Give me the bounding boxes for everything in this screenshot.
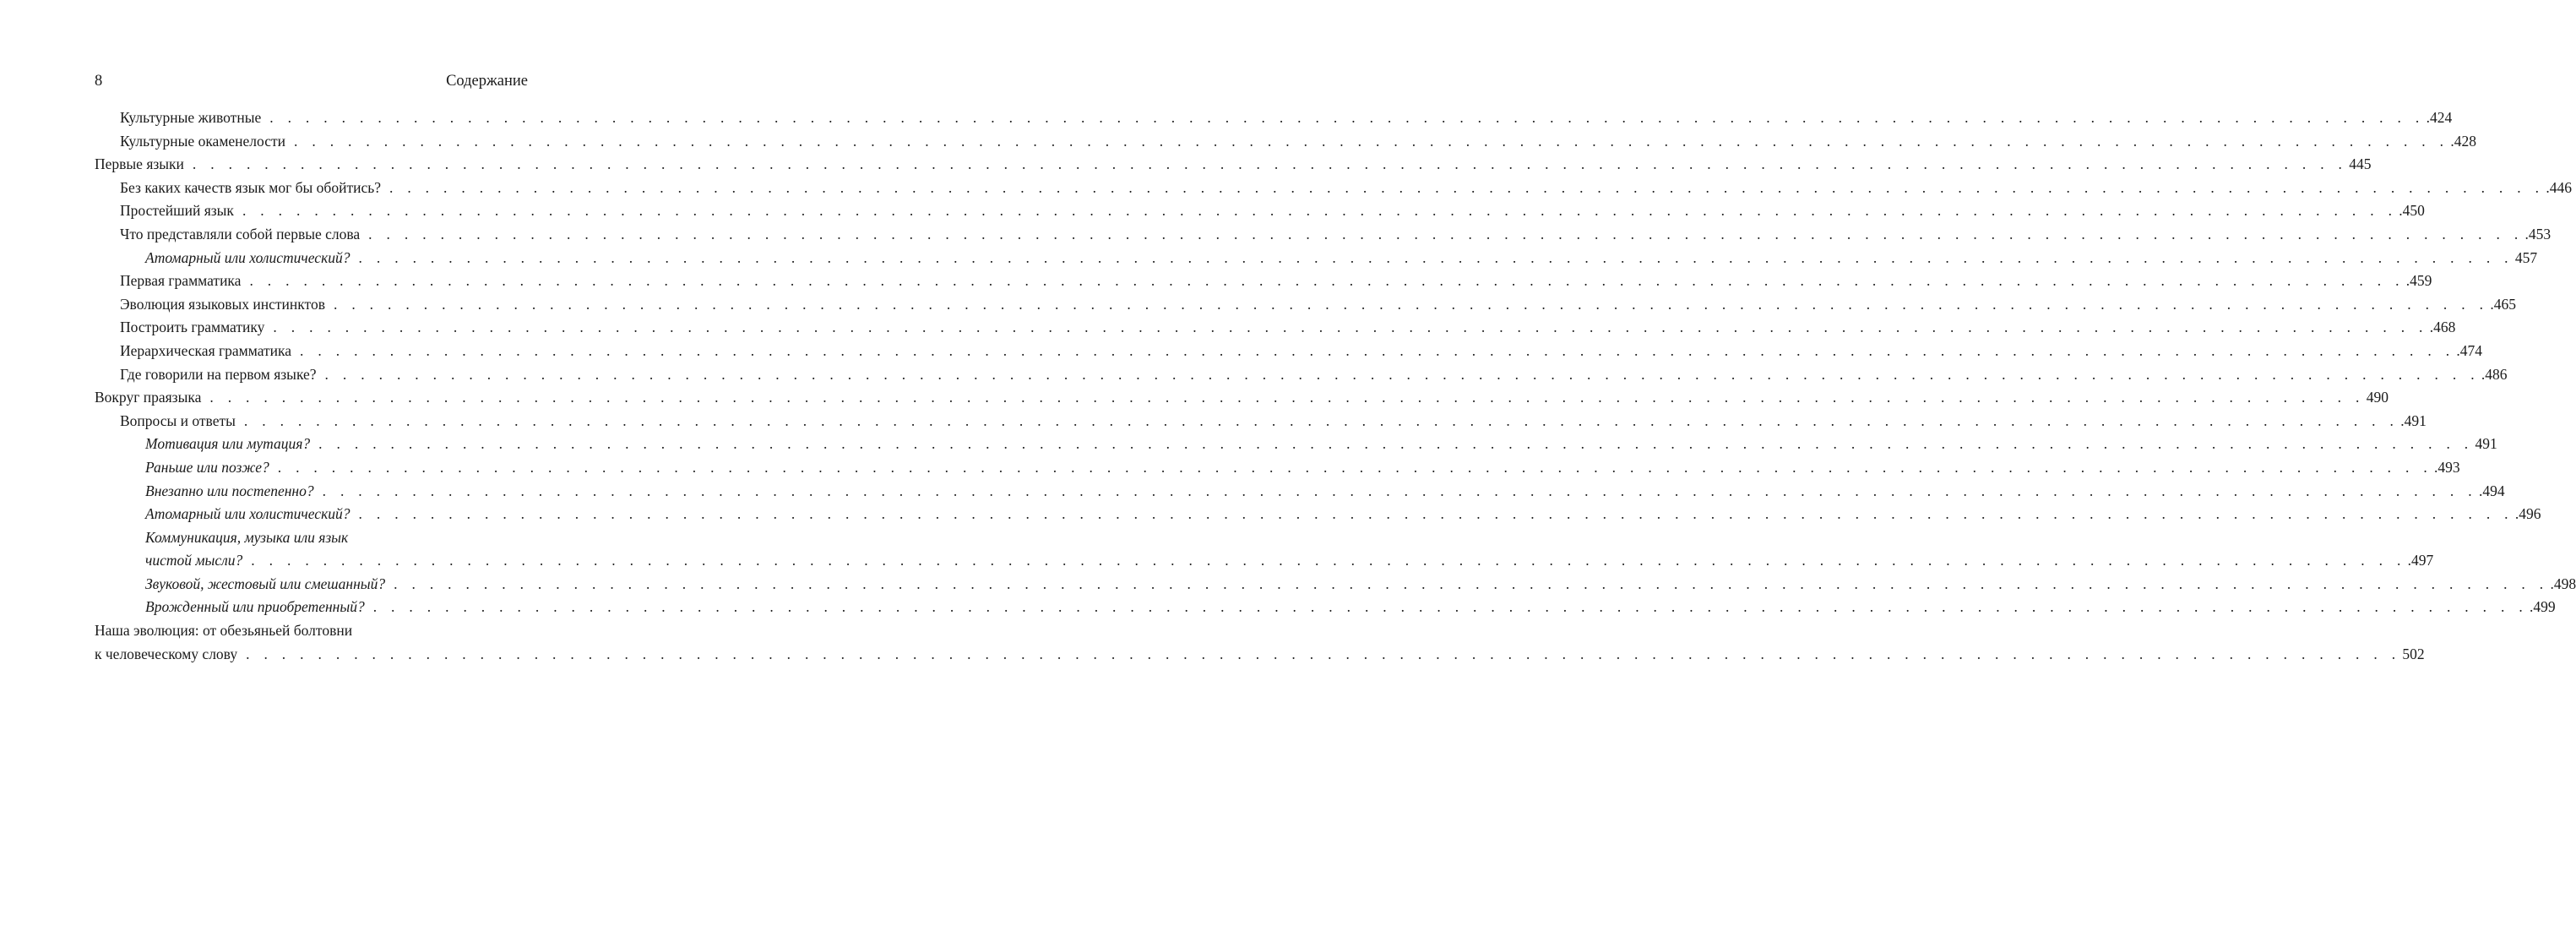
toc-entry-page: .453 [2524,225,2552,242]
toc-entry-title: Мотивация или мутация? [145,435,311,453]
toc-entry-title: Без каких качеств язык мог бы обойтись? [120,178,381,196]
toc-entry[interactable] [95,270,2432,293]
toc-entry[interactable] [95,130,2476,154]
page-header [95,73,528,93]
dot-leader: . . . . . . . . . . . . . . . . . . . . . . . . . . . . . . . . . . . . . . . . . . . . . . . . . . . . . . . . . . . . . . . . . . . . . . . . . . . . . . . . . . . . . . . . . . . . . . . . . . . . . . . . . . . . . . . . . . . . . . . . [318,435,2474,453]
running-title: Содержание [446,73,528,90]
dot-leader: . . . . . . . . . . . . . . . . . . . . . . . . . . . . . . . . . . . . . . . . . . . . . . . . . . . . . . . . . . . . . . . . . . . . . . . . . . . . . . . . . . . . . . . . . . . . . . . . . . . . . . . . . . . . . . . . . . . . . . . . [269,109,2425,126]
page-number: 8 [95,73,103,90]
toc-entry-page: .446 [2546,178,2572,196]
toc-entry-page: .493 [2434,458,2460,476]
toc-entry-page: 457 [2514,248,2538,266]
toc-entry-page: .497 [2407,552,2434,569]
toc-entry-title: Иерархическая грамматика [120,341,292,359]
toc-entry[interactable] [95,456,2460,480]
toc-entry-title: Культурные животные [120,109,262,126]
dot-leader: . . . . . . . . . . . . . . . . . . . . . . . . . . . . . . . . . . . . . . . . . . . . . . . . . . . . . . . . . . . . . . . . . . . . . . . . . . . . . . . . . . . . . . . . . . . . . . . . . . . . . . . . . . . . . . . . . . . . . . . . [273,319,2428,336]
dot-leader: . . . . . . . . . . . . . . . . . . . . . . . . . . . . . . . . . . . . . . . . . . . . . . . . . . . . . . . . . . . . . . . . . . . . . . . . . . . . . . . . . . . . . . . . . . . . . . . . . . . . . . . . . . . . . . . . . . . . . . . . [243,411,2399,429]
dot-leader: . . . . . . . . . . . . . . . . . . . . . . . . . . . . . . . . . . . . . . . . . . . . . . . . . . . . . . . . . . . . . . . . . . . . . . . . . . . . . . . . . . . . . . . . . . . . . . . . . . . . . . . . . . . . . . . . . . . . . . . . [322,482,2477,499]
toc-entry-page: .465 [2490,295,2516,313]
toc-entry-page: .468 [2429,319,2456,336]
dot-leader: . . . . . . . . . . . . . . . . . . . . . . . . . . . . . . . . . . . . . . . . . . . . . . . . . . . . . . . . . . . . . . . . . . . . . . . . . . . . . . . . . . . . . . . . . . . . . . . . . . . . . . . . . . . . . . . . . . . . . . . . [294,132,2449,150]
dot-leader: . . . . . . . . . . . . . . . . . . . . . . . . . . . . . . . . . . . . . . . . . . . . . . . . . . . . . . . . . . . . . . . . . . . . . . . . . . . . . . . . . . . . . . . . . . . . . . . . . . . . . . . . . . . . . . . . . . . . . . . . [389,178,2545,196]
toc-entry[interactable] [95,316,2456,340]
dot-leader: . . . . . . . . . . . . . . . . . . . . . . . . . . . . . . . . . . . . . . . . . . . . . . . . . . . . . . . . . . . . . . . . . . . . . . . . . . . . . . . . . . . . . . . . . . . . . . . . . . . . . . . . . . . . . . . . . . . . . . . . [368,225,2524,242]
toc-entry-page: 490 [2366,389,2389,406]
toc-entry[interactable] [95,573,2576,597]
toc-entry-title: Атомарный или холистический? [145,248,351,266]
toc-entry-page: .496 [2514,505,2541,523]
dot-leader: . . . . . . . . . . . . . . . . . . . . . . . . . . . . . . . . . . . . . . . . . . . . . . . . . . . . . . . . . . . . . . . . . . . . . . . . . . . . . . . . . . . . . . . . . . . . . . . . . . . . . . . . . . . . . . . . . . . . . . . . [394,575,2549,592]
table-of-contents [95,106,2576,666]
toc-entry[interactable] [95,410,2427,433]
toc-entry-page: .428 [2450,132,2476,150]
toc-entry-page: .459 [2405,272,2432,290]
toc-entry-page: .494 [2478,482,2505,499]
toc-entry-title: Культурные окаменелости [120,132,285,150]
toc-entry-title: Внезапно или постепенно? [145,482,314,499]
toc-entry-page: 502 [2402,645,2425,662]
toc-entry[interactable] [95,247,2538,270]
toc-entry[interactable] [95,106,2453,130]
toc-entry-title: Эволюция языковых инстинктов [120,295,325,313]
toc-entry-page: .450 [2399,202,2425,220]
toc-entry-title: к человеческому слову [95,645,238,662]
toc-entry[interactable] [95,480,2505,504]
toc-entry[interactable] [95,340,2482,363]
dot-leader: . . . . . . . . . . . . . . . . . . . . . . . . . . . . . . . . . . . . . . . . . . . . . . . . . . . . . . . . . . . . . . . . . . . . . . . . . . . . . . . . . . . . . . . . . . . . . . . . . . . . . . . . . . . . . . . . . . . . . . . . [300,341,2455,359]
toc-entry[interactable] [95,596,2556,619]
toc-entry[interactable] [95,526,2434,573]
toc-entry-title: Построить грамматику [120,319,265,336]
toc-entry[interactable] [95,433,2497,456]
dot-leader: . . . . . . . . . . . . . . . . . . . . . . . . . . . . . . . . . . . . . . . . . . . . . . . . . . . . . . . . . . . . . . . . . . . . . . . . . . . . . . . . . . . . . . . . . . . . . . . . . . . . . . . . . . . . . . . . . . . . . . . . [209,389,2365,406]
toc-entry-page: .498 [2550,575,2576,592]
toc-entry[interactable] [95,293,2516,317]
toc-entry[interactable] [95,153,2372,177]
toc-entry-page: 491 [2475,435,2497,453]
toc-entry-title-line1: Коммуникация, музыка или язык [145,528,349,546]
toc-entry-page: 445 [2349,155,2372,173]
toc-entry-title: Первые языки [95,155,184,173]
toc-entry-title: Вопросы и ответы [120,411,236,429]
dot-leader: . . . . . . . . . . . . . . . . . . . . . . . . . . . . . . . . . . . . . . . . . . . . . . . . . . . . . . . . . . . . . . . . . . . . . . . . . . . . . . . . . . . . . . . . . . . . . . . . . . . . . . . . . . . . . . . . . . . . . . . . [249,272,2405,290]
dot-leader: . . . . . . . . . . . . . . . . . . . . . . . . . . . . . . . . . . . . . . . . . . . . . . . . . . . . . . . . . . . . . . . . . . . . . . . . . . . . . . . . . . . . . . . . . . . . . . . . . . . . . . . . . . . . . . . . . . . . . . . . [358,248,2514,266]
toc-entry-title: Врожденный или приобретенный? [145,598,365,616]
toc-entry-title: Где говорили на первом языке? [120,365,317,383]
dot-leader: . . . . . . . . . . . . . . . . . . . . . . . . . . . . . . . . . . . . . . . . . . . . . . . . . . . . . . . . . . . . . . . . . . . . . . . . . . . . . . . . . . . . . . . . . . . . . . . . . . . . . . . . . . . . . . . . . . . . . . . . [277,458,2433,476]
toc-entry-title: Атомарный или холистический? [145,505,351,523]
toc-entry-title-line1: Наша эволюция: от обезьяньей болтовни [95,622,353,640]
toc-entry-title: Раньше или позже? [145,458,269,476]
toc-entry-page: .499 [2530,598,2556,616]
toc-entry-title: Простейший язык [120,202,234,220]
toc-entry[interactable] [95,503,2541,526]
toc-entry-page: .491 [2400,411,2427,429]
toc-entry-page: .474 [2456,341,2482,359]
toc-entry[interactable] [95,223,2552,247]
toc-entry-page: .486 [2481,365,2508,383]
dot-leader: . . . . . . . . . . . . . . . . . . . . . . . . . . . . . . . . . . . . . . . . . . . . . . . . . . . . . . . . . . . . . . . . . . . . . . . . . . . . . . . . . . . . . . . . . . . . . . . . . . . . . . . . . . . . . . . . . . . . . . . . [333,295,2489,313]
dot-leader: . . . . . . . . . . . . . . . . . . . . . . . . . . . . . . . . . . . . . . . . . . . . . . . . . . . . . . . . . . . . . . . . . . . . . . . . . . . . . . . . . . . . . . . . . . . . . . . . . . . . . . . . . . . . . . . . . . . . . . . . [242,202,2398,220]
toc-entry[interactable] [95,363,2508,387]
toc-entry-title: Что представляли собой первые слова [120,225,361,242]
dot-leader: . . . . . . . . . . . . . . . . . . . . . . . . . . . . . . . . . . . . . . . . . . . . . . . . . . . . . . . . . . . . . . . . . . . . . . . . . . . . . . . . . . . . . . . . . . . . . . . . . . . . . . . . . . . . . . . . . . . . . . . . [324,365,2480,383]
toc-entry[interactable] [95,199,2425,223]
toc-entry-title: Первая грамматика [120,272,242,290]
dot-leader: . . . . . . . . . . . . . . . . . . . . . . . . . . . . . . . . . . . . . . . . . . . . . . . . . . . . . . . . . . . . . . . . . . . . . . . . . . . . . . . . . . . . . . . . . . . . . . . . . . . . . . . . . . . . . . . . . . . . . . . . [246,645,2401,662]
toc-entry-title: Звуковой, жестовый или смешанный? [145,575,386,592]
toc-entry[interactable] [95,619,2425,666]
dot-leader: . . . . . . . . . . . . . . . . . . . . . . . . . . . . . . . . . . . . . . . . . . . . . . . . . . . . . . . . . . . . . . . . . . . . . . . . . . . . . . . . . . . . . . . . . . . . . . . . . . . . . . . . . . . . . . . . . . . . . . . . [251,552,2406,569]
toc-entry-page: .424 [2426,109,2453,126]
toc-entry[interactable] [95,386,2389,410]
dot-leader: . . . . . . . . . . . . . . . . . . . . . . . . . . . . . . . . . . . . . . . . . . . . . . . . . . . . . . . . . . . . . . . . . . . . . . . . . . . . . . . . . . . . . . . . . . . . . . . . . . . . . . . . . . . . . . . . . . . . . . . . [358,505,2514,523]
dot-leader: . . . . . . . . . . . . . . . . . . . . . . . . . . . . . . . . . . . . . . . . . . . . . . . . . . . . . . . . . . . . . . . . . . . . . . . . . . . . . . . . . . . . . . . . . . . . . . . . . . . . . . . . . . . . . . . . . . . . . . . . [192,155,2348,173]
toc-entry-title: чистой мысли? [145,552,243,569]
toc-entry[interactable] [95,177,2572,200]
dot-leader: . . . . . . . . . . . . . . . . . . . . . . . . . . . . . . . . . . . . . . . . . . . . . . . . . . . . . . . . . . . . . . . . . . . . . . . . . . . . . . . . . . . . . . . . . . . . . . . . . . . . . . . . . . . . . . . . . . . . . . . . [372,598,2529,616]
toc-entry-title: Вокруг праязыка [95,389,202,406]
